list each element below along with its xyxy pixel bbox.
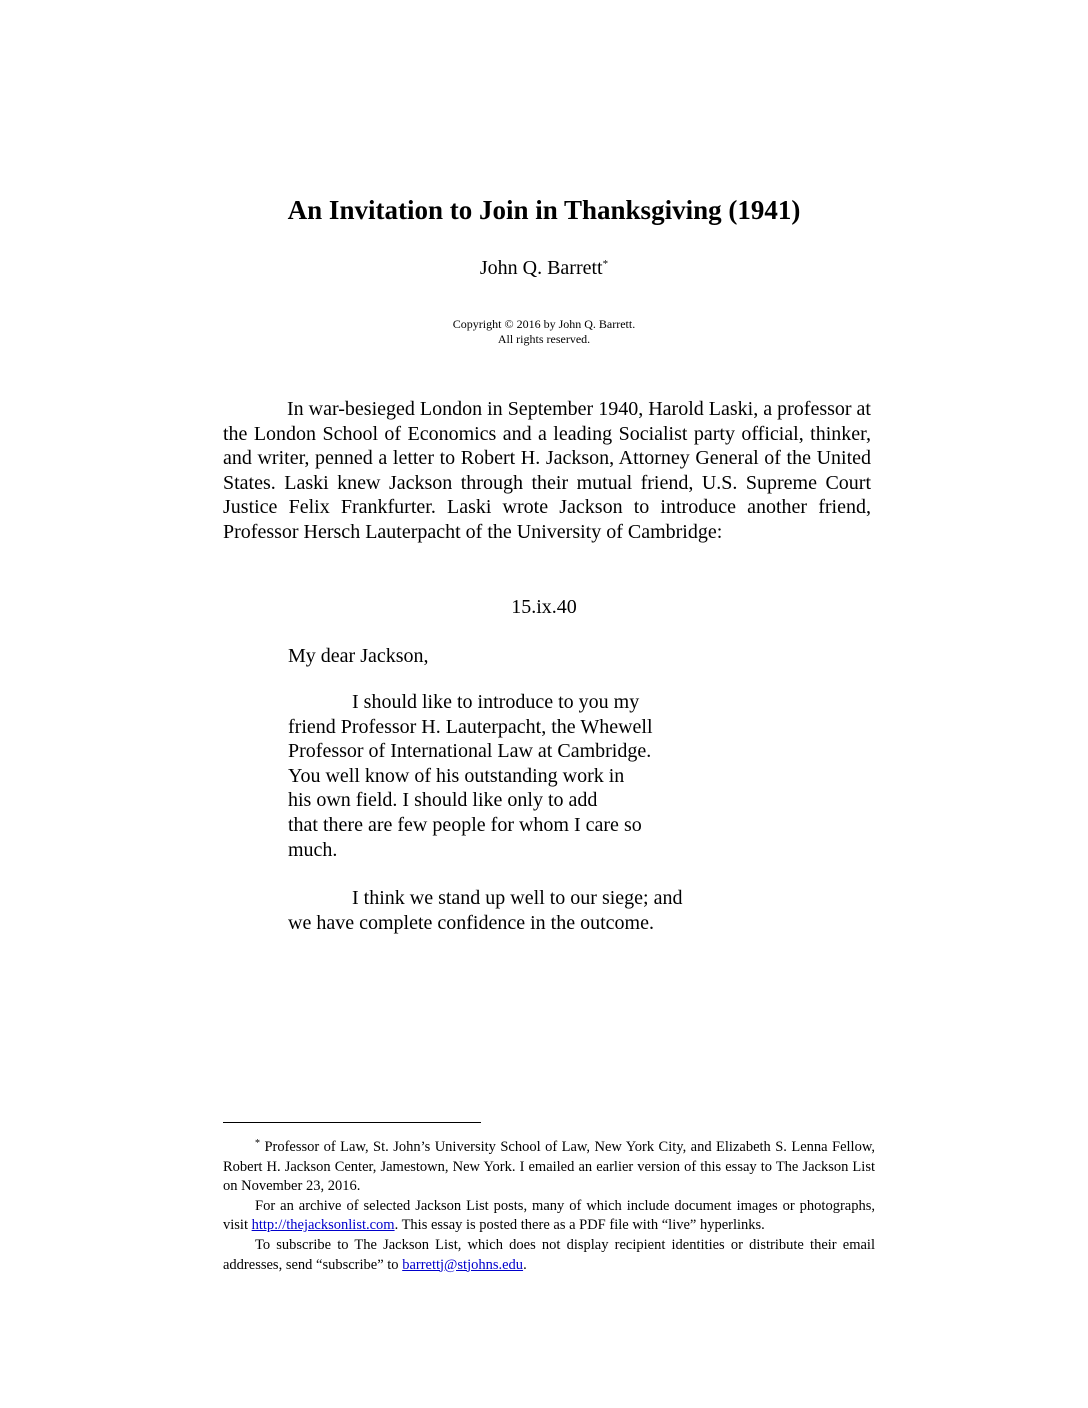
copyright-notice [0,317,1088,347]
footnote-2 [223,1197,875,1236]
footnote-3-text: To subscribe to The Jackson List, which does not display recipient identities or distribute their email addresses, send “subscribe” to [223,1236,875,1273]
letter-line: I think we stand up well to our siege; and [352,887,683,909]
author-footnote-mark[interactable]: * [602,258,609,270]
footnote-1-text: Professor of Law, St. John’s University School of Law, New York City, and Elizabeth S. Lenna Fellow, Robert H. Jackson Center, Jamestown, New York. I emailed an earlier version of this essay to The Jackson List on November 23, 2016. [223,1139,875,1195]
letter-paragraph-1 [288,690,653,862]
letter-line: Professor of International Law at Cambridge. [288,740,652,763]
intro-paragraph: In war-besieged London in September 1940, Harold Laski, a professor at the London School of Economics and a leading Socialist party official, thinker, and writer, penned a letter to Robert H. Jackson, Attorney General of the United States. Laski knew Jackson through their mutual friend, U.S. Supreme Court Justice Felix Frankfurter. Laski wrote Jackson to introduce another friend, Professor Hersch Lauterpacht of the University of Cambridge: [223,398,871,543]
letter-date: 15.ix.40 [511,596,577,618]
footnote-divider [223,1122,481,1123]
footnotes [223,1138,875,1275]
letter-line: I should like to introduce to you my [352,691,640,713]
document-title: An Invitation to Join in Thanksgiving (1941) [287,195,801,225]
footnote-2-text: For an archive of selected Jackson List posts, many of which include document images or photographs, visit [223,1197,875,1234]
letter-line: that there are few people for whom I care so [288,813,642,836]
email-link[interactable]: barrettj@stjohns.edu [402,1256,524,1273]
footnote-3 [223,1236,875,1275]
letter-paragraph-2 [288,886,683,935]
jacksonlist-link[interactable]: http://thejacksonlist.com [251,1217,395,1234]
author-line [0,254,1088,282]
letter-line: friend Professor H. Lauterpacht, the Whewell [288,715,653,738]
footnote-mark: * [255,1138,260,1149]
letter-line: his own field. I should like only to add [288,789,598,812]
author-name: John Q. Barrett [479,257,603,279]
letter-salutation: My dear Jackson, [288,645,429,667]
letter-line: You well know of his outstanding work in [288,764,625,787]
rights-line: All rights reserved. [497,332,591,346]
footnote-3-text-end: . [523,1256,527,1273]
letter-line: much. [288,838,338,861]
copyright-line: Copyright © 2016 by John Q. Barrett. [452,317,636,331]
footnote-2-text-end: . This essay is posted there as a PDF file with “live” hyperlinks. [394,1217,765,1234]
footnote-1 [223,1138,875,1197]
letter-line: we have complete confidence in the outcome. [288,911,654,934]
